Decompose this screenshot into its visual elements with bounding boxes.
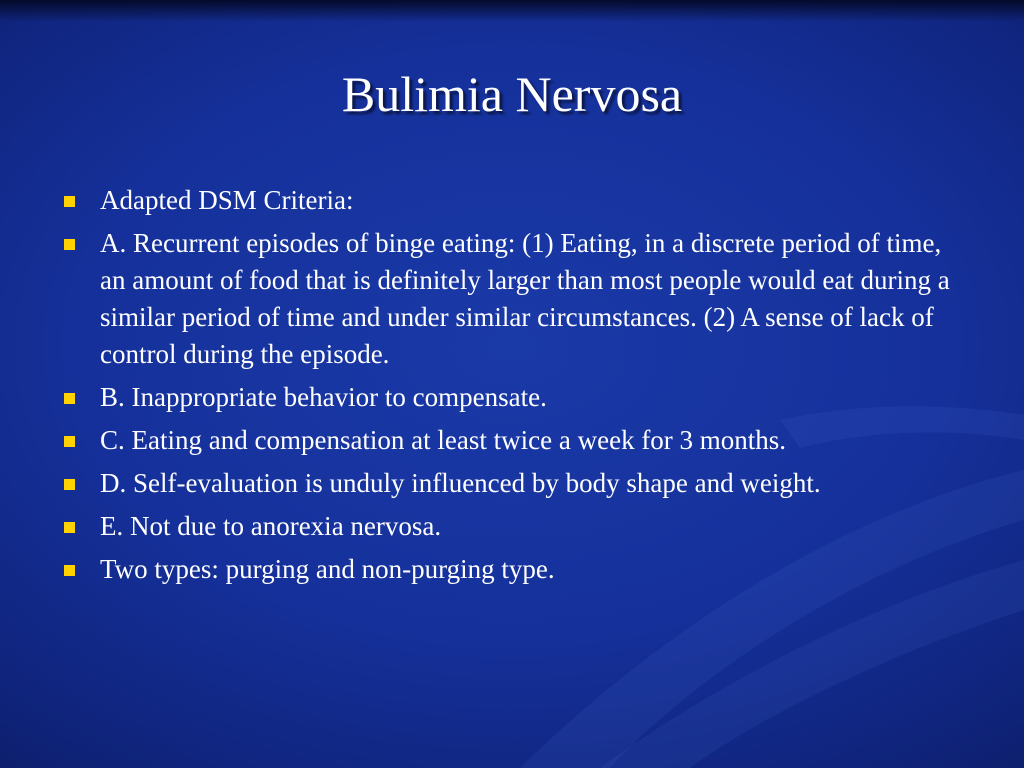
bullet-text: E. Not due to anorexia nervosa.	[100, 511, 442, 541]
yellow-square-bullet-icon	[64, 565, 75, 576]
bullet-text: Adapted DSM Criteria:	[100, 185, 354, 215]
bullet-item	[62, 465, 967, 502]
yellow-square-bullet-icon	[64, 393, 75, 404]
bullet-item	[62, 551, 967, 588]
bullet-item	[62, 182, 967, 219]
bullet-item	[62, 379, 967, 416]
bullet-list	[62, 182, 967, 594]
bullet-text: B. Inappropriate behavior to compensate.	[100, 382, 547, 412]
bullet-text: C. Eating and compensation at least twice a week for 3 months.	[100, 425, 787, 455]
yellow-square-bullet-icon	[64, 239, 75, 250]
bullet-item	[62, 225, 967, 373]
bullet-text: D. Self-evaluation is unduly influenced by body shape and weight.	[100, 468, 821, 498]
yellow-square-bullet-icon	[64, 436, 75, 447]
yellow-square-bullet-icon	[64, 196, 75, 207]
bullet-item	[62, 508, 967, 545]
yellow-square-bullet-icon	[64, 522, 75, 533]
slide-title: Bulimia Nervosa	[341, 66, 683, 122]
yellow-square-bullet-icon	[64, 479, 75, 490]
bullet-text: Two types: purging and non-purging type.	[100, 554, 555, 584]
bullet-item	[62, 422, 967, 459]
bullet-text: A. Recurrent episodes of binge eating: (1) Eating, in a discrete period of time, an amount of food that is definitely larger than most people would eat during a similar period of time and under similar circumstances. (2) A sense of lack of control during the episode.	[100, 228, 950, 369]
